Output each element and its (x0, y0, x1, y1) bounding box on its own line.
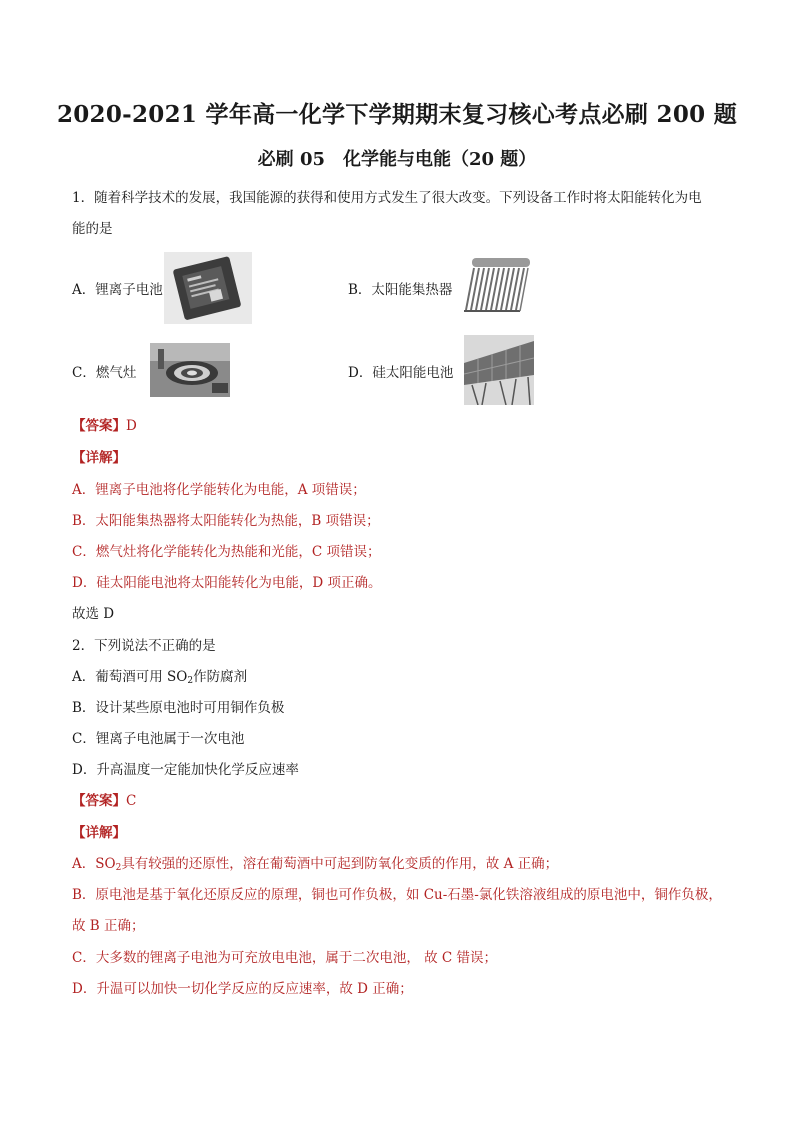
gas-stove-photo (150, 343, 230, 397)
q2-option-a-subscript: 2 (187, 676, 194, 686)
q1-answer-line (72, 416, 137, 436)
q1-option-c: C．燃气灶 (72, 365, 137, 381)
q2-detail-a-rest: 具有较强的还原性，溶在葡萄酒中可起到防氧化变质的作用，故 A 正确； (121, 856, 559, 872)
q2-detail-b-line1: B．原电池是基于氧化还原反应的原理，铜也可作负极，如 Cu-石墨-氯化铁溶液组成的原电池中，铜作负极， (72, 887, 722, 903)
q2-detail-tag: 【详解】 (72, 825, 126, 841)
document-subtitle: 必刷 05 化学能与电能（20 题） (257, 149, 537, 170)
q1-conclusion: 故选 D (72, 606, 115, 622)
q2-option-c: C．锂离子电池属于一次电池 (72, 731, 245, 747)
q2-detail-c: C．大多数的锂离子电池为可充放电电池，属于二次电池， 故 C 错误； (72, 950, 498, 966)
q1-answer-tag: 【答案】 (72, 418, 126, 434)
q2-detail-a (72, 854, 558, 878)
q1-detail-b: B．太阳能集热器将太阳能转化为热能，B 项错误； (72, 513, 380, 529)
q2-detail-a-subscript: 2 (115, 863, 122, 873)
q2-option-a (72, 667, 247, 691)
q1-answer-value: D (126, 418, 137, 434)
q2-answer-tag: 【答案】 (72, 793, 126, 809)
q2-option-a-text: A．葡萄酒可用 SO (72, 669, 188, 685)
silicon-solar-panel-photo (464, 335, 534, 405)
q2-detail-d: D．升温可以加快一切化学反应的反应速率，故 D 正确； (72, 981, 413, 997)
q1-detail-d: D．硅太阳能电池将太阳能转化为电能，D 项正确。 (72, 575, 382, 591)
q1-option-b: B．太阳能集热器 (348, 282, 453, 298)
q2-option-a-rest: 作防腐剂 (193, 669, 248, 685)
q2-option-d: D．升高温度一定能加快化学反应速率 (72, 762, 299, 778)
q1-option-d: D．硅太阳能电池 (348, 365, 454, 381)
lithium-battery-photo (164, 252, 252, 324)
q2-answer-value: C (126, 793, 137, 809)
q1-option-a: A．锂离子电池 (72, 282, 163, 298)
q2-answer-line (72, 791, 136, 811)
q2-detail-b-line2: 故 B 正确； (72, 918, 145, 934)
solar-water-heater-photo (458, 254, 534, 320)
q1-detail-c: C．燃气灶将化学能转化为热能和光能，C 项错误； (72, 544, 381, 560)
q2-detail-a-text: A．SO (72, 856, 116, 872)
document-title: 2020-2021 学年高一化学下学期期末复习核心考点必刷 200 题 (56, 101, 738, 128)
q1-detail-a: A．锂离子电池将化学能转化为电能，A 项错误； (72, 482, 366, 498)
q1-stem-line2: 能的是 (72, 221, 113, 237)
q2-stem: 2．下列说法不正确的是 (72, 638, 216, 654)
q2-option-b: B．设计某些原电池时可用铜作负极 (72, 700, 285, 716)
q1-stem-line1: 1．随着科学技术的发展，我国能源的获得和使用方式发生了很大改变。下列设备工作时将太阳能转化为电 (72, 190, 702, 206)
q1-detail-tag: 【详解】 (72, 450, 126, 466)
